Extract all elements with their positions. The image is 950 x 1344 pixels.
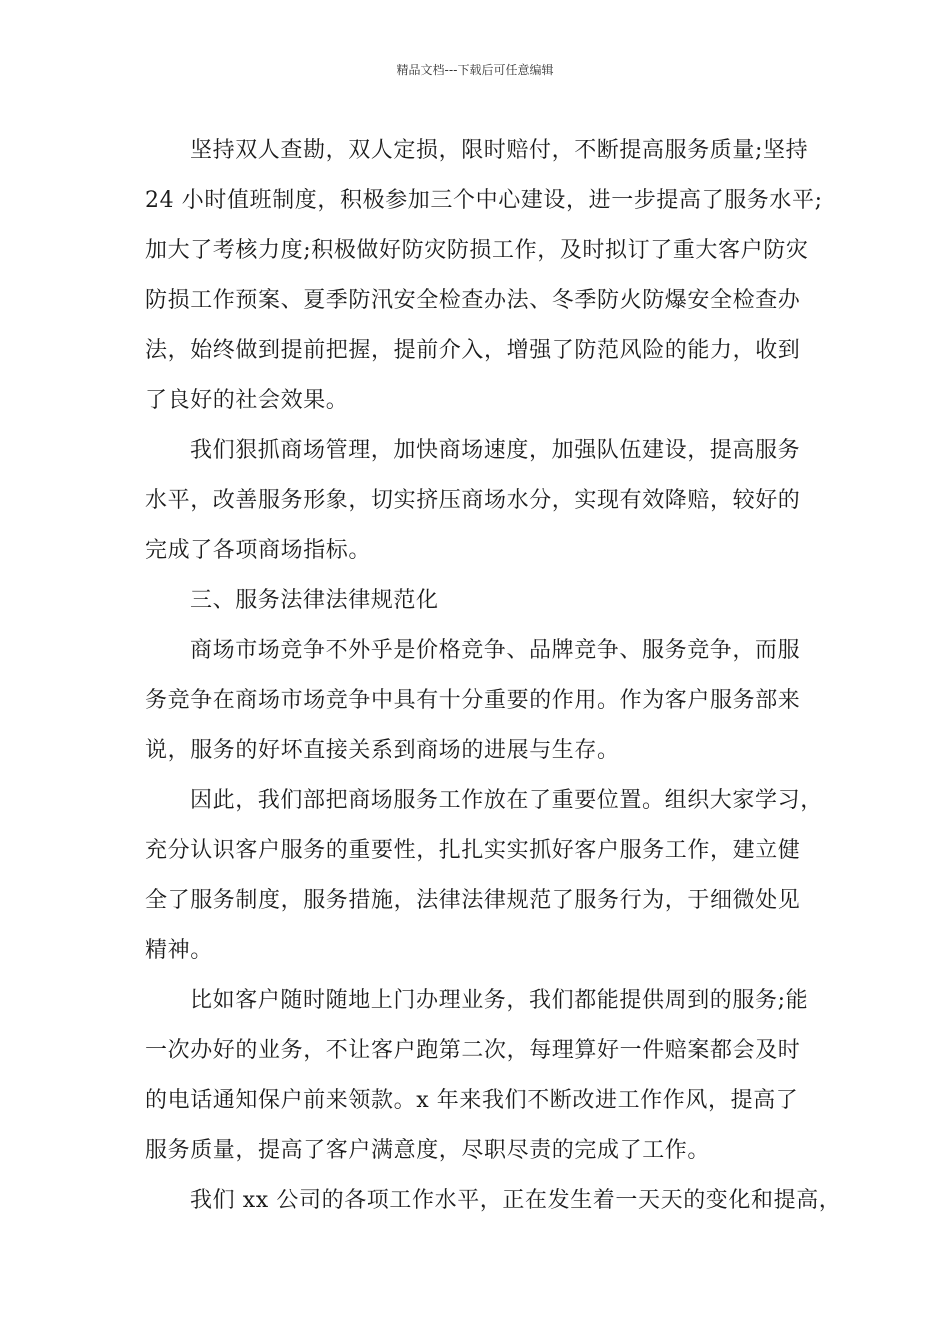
text-line: 完成了各项商场指标。 bbox=[145, 538, 372, 563]
text-line: 充分认识客户服务的重要性，扎扎实实抓好客户服务工作，建立健 bbox=[145, 838, 801, 863]
text-line: 一次办好的业务，不让客户跑第二次，每理算好一件赔案都会及时 bbox=[145, 1038, 801, 1063]
text-line: 水平，改善服务形象，切实挤压商场水分，实现有效降赔，较好的 bbox=[145, 488, 801, 513]
text-line: 了良好的社会效果。 bbox=[145, 388, 349, 413]
text-line: 精神。 bbox=[145, 938, 213, 963]
section-heading: 三、服务法律法律规范化 bbox=[190, 588, 439, 613]
text-line: 我们 xx 公司的各项工作水平，正在发生着一天天的变化和提高， bbox=[190, 1188, 842, 1213]
text-line: 说，服务的好坏直接关系到商场的进展与生存。 bbox=[145, 738, 620, 763]
text-line: 法，始终做到提前把握，提前介入，增强了防范风险的能力，收到 bbox=[145, 338, 801, 363]
text-line: 因此，我们部把商场服务工作放在了重要位置。组织大家学习， bbox=[190, 788, 823, 813]
text-line: 务竞争在商场市场竞争中具有十分重要的作用。作为客户服务部来 bbox=[145, 688, 801, 713]
text-line: 商场市场竞争不外乎是价格竞争、品牌竞争、服务竞争，而服 bbox=[190, 638, 801, 663]
text-line: 加大了考核力度;积极做好防灾防损工作，及时拟订了重大客户防灾 bbox=[145, 238, 809, 263]
text-line: 全了服务制度，服务措施，法律法律规范了服务行为，于细微处见 bbox=[145, 888, 801, 913]
text-line: 比如客户随时随地上门办理业务，我们都能提供周到的服务;能 bbox=[190, 988, 809, 1013]
text-line: 防损工作预案、夏季防汛安全检查办法、冬季防火防爆安全检查办 bbox=[145, 288, 801, 313]
text-line: 坚持双人查勘，双人定损，限时赔付，不断提高服务质量;坚持 bbox=[190, 138, 809, 163]
text-line: 24 小时值班制度，积极参加三个中心建设，进一步提高了服务水平; bbox=[145, 188, 823, 213]
text-line: 我们狠抓商场管理，加快商场速度，加强队伍建设，提高服务 bbox=[190, 438, 801, 463]
text-line: 服务质量，提高了客户满意度，尽职尽责的完成了工作。 bbox=[145, 1138, 711, 1163]
page-header: 精品文档---下载后可任意编辑 bbox=[396, 63, 554, 77]
text-line: 的电话通知保户前来领款。x 年来我们不断改进工作作风，提高了 bbox=[145, 1088, 799, 1113]
